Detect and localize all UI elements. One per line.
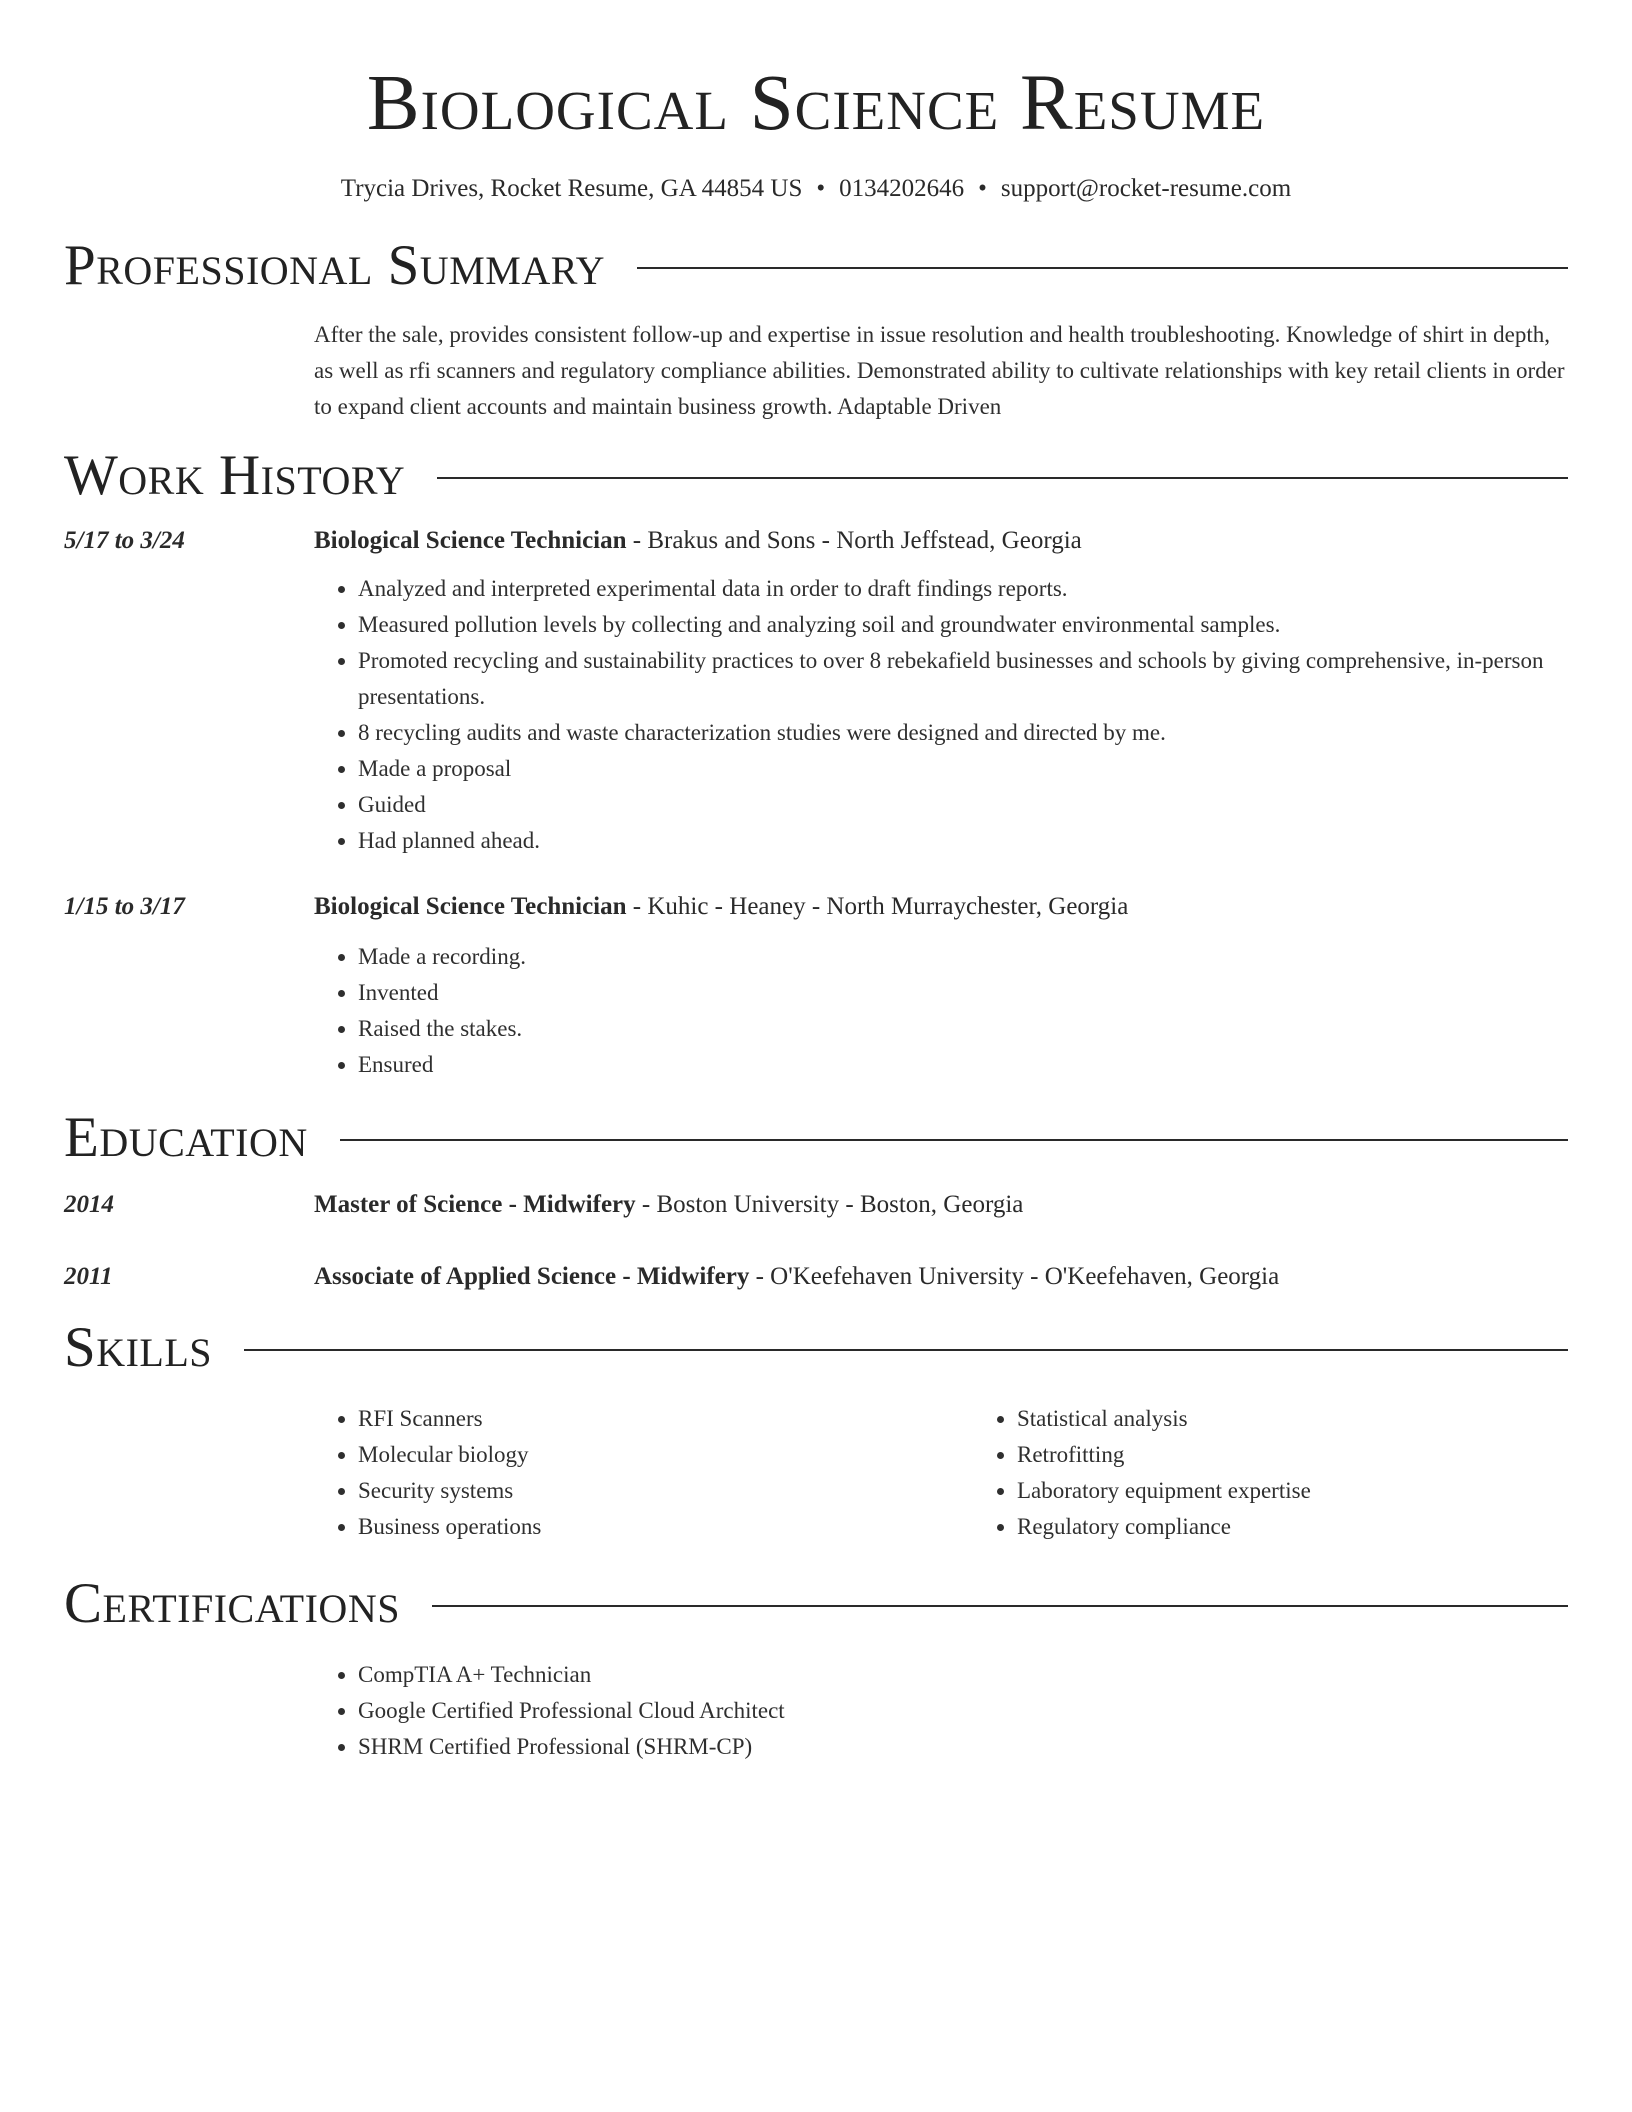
- certification-item: • CompTIA A+ Technician: [358, 1657, 1568, 1693]
- job-bullet: • Had planned ahead.: [358, 823, 1568, 859]
- skill-item: • Retrofitting: [1017, 1437, 1632, 1473]
- skills-grid: [314, 1401, 1568, 1545]
- section-divider: [244, 1349, 1568, 1351]
- education-headline: [314, 1189, 1568, 1221]
- job-bullet: • Measured pollution levels by collecting and analyzing soil and groundwater environmental samples.: [358, 607, 1568, 643]
- contact-separator: •: [978, 175, 987, 202]
- contact-address: Trycia Drives, Rocket Resume, GA 44854 US: [340, 175, 803, 202]
- job-title: Biological Science Technician: [314, 893, 627, 920]
- section-divider: [340, 1139, 1568, 1141]
- certification-item: • SHRM Certified Professional (SHRM-CP): [358, 1729, 1568, 1765]
- job-entry: [64, 525, 1568, 859]
- job-bullets: [314, 571, 1568, 859]
- skill-item: • Security systems: [358, 1473, 973, 1509]
- skill-item: • Laboratory equipment expertise: [1017, 1473, 1632, 1509]
- job-bullet: • Guided: [358, 787, 1568, 823]
- skills-column-right: [973, 1401, 1632, 1545]
- job-bullet: • Invented: [358, 975, 1568, 1011]
- job-details: - Kuhic - Heaney - North Murraychester, Georgia: [626, 893, 1129, 920]
- certification-item: • Google Certified Professional Cloud Architect: [358, 1693, 1568, 1729]
- job-title: Biological Science Technician: [314, 527, 627, 554]
- job-bullet: • 8 recycling audits and waste characterization studies were designed and directed by me.: [358, 715, 1568, 751]
- education-year: 2014: [64, 1191, 114, 1218]
- summary-text: After the sale, provides consistent follow-up and expertise in issue resolution and health troubleshooting. Knowledge of shirt in depth, as well as rfi scanners and regulatory compliance abilities. Demonstrated ability to cultivate relationships with key retail clients in order to expand client accounts and maintain business growth. Adaptable Driven: [314, 322, 1565, 419]
- job-details: - Brakus and Sons - North Jeffstead, Georgia: [626, 527, 1082, 554]
- job-headline: [314, 525, 1568, 557]
- education-section-header: [64, 1107, 1568, 1169]
- education-heading: Education: [64, 1106, 308, 1169]
- section-divider: [432, 1605, 1568, 1607]
- certifications-section-header: [64, 1573, 1568, 1635]
- contact-phone: 0134202646: [839, 175, 965, 202]
- job-body: [314, 525, 1568, 859]
- contact-line: [64, 173, 1568, 205]
- education-body: [314, 1261, 1568, 1293]
- education-entry: [64, 1189, 1568, 1221]
- job-headline: [314, 891, 1568, 923]
- education-entry: [64, 1261, 1568, 1293]
- job-bullet: • Promoted recycling and sustainability practices to over 8 rebekafield businesses and schools by giving comprehensive, in-person presentations.: [358, 643, 1568, 715]
- work-section-header: [64, 445, 1568, 507]
- job-body: [314, 891, 1568, 1083]
- job-dates: 1/15 to 3/17: [64, 893, 185, 920]
- education-degree: Master of Science - Midwifery: [314, 1191, 636, 1218]
- job-bullets: [314, 939, 1568, 1083]
- education-year: 2011: [64, 1263, 113, 1290]
- skills-section-header: [64, 1317, 1568, 1379]
- job-dates: 5/17 to 3/24: [64, 527, 185, 554]
- education-details: - O'Keefehaven University - O'Keefehaven, Georgia: [749, 1263, 1280, 1290]
- work-heading: Work History: [64, 444, 406, 507]
- skills-heading: Skills: [64, 1316, 213, 1379]
- summary-section-header: [64, 235, 1568, 297]
- summary-heading: Professional Summary: [64, 234, 606, 297]
- skills-column-left: [314, 1401, 973, 1545]
- section-divider: [637, 267, 1568, 269]
- skill-item: • Molecular biology: [358, 1437, 973, 1473]
- certification-bullets: [314, 1657, 1568, 1765]
- job-bullet: • Ensured: [358, 1047, 1568, 1083]
- job-entry: [64, 891, 1568, 1083]
- education-degree: Associate of Applied Science - Midwifery: [314, 1263, 750, 1290]
- resume-title: Biological Science Resume: [366, 60, 1266, 147]
- job-bullet: • Made a recording.: [358, 939, 1568, 975]
- education-details: - Boston University - Boston, Georgia: [635, 1191, 1024, 1218]
- skill-item: • RFI Scanners: [358, 1401, 973, 1437]
- skill-item: • Business operations: [358, 1509, 973, 1545]
- education-headline: [314, 1261, 1568, 1293]
- section-divider: [437, 477, 1568, 479]
- skill-item: • Statistical analysis: [1017, 1401, 1632, 1437]
- certifications-list: [314, 1657, 1568, 1765]
- resume-page: [64, 0, 1568, 1765]
- contact-separator: •: [816, 175, 826, 202]
- education-body: [314, 1189, 1568, 1221]
- job-bullet: • Analyzed and interpreted experimental data in order to draft findings reports.: [358, 571, 1568, 607]
- contact-email: support@rocket-resume.com: [1000, 175, 1292, 202]
- job-bullet: • Made a proposal: [358, 751, 1568, 787]
- certifications-heading: Certifications: [64, 1572, 400, 1635]
- job-bullet: • Raised the stakes.: [358, 1011, 1568, 1047]
- skill-item: • Regulatory compliance: [1017, 1509, 1632, 1545]
